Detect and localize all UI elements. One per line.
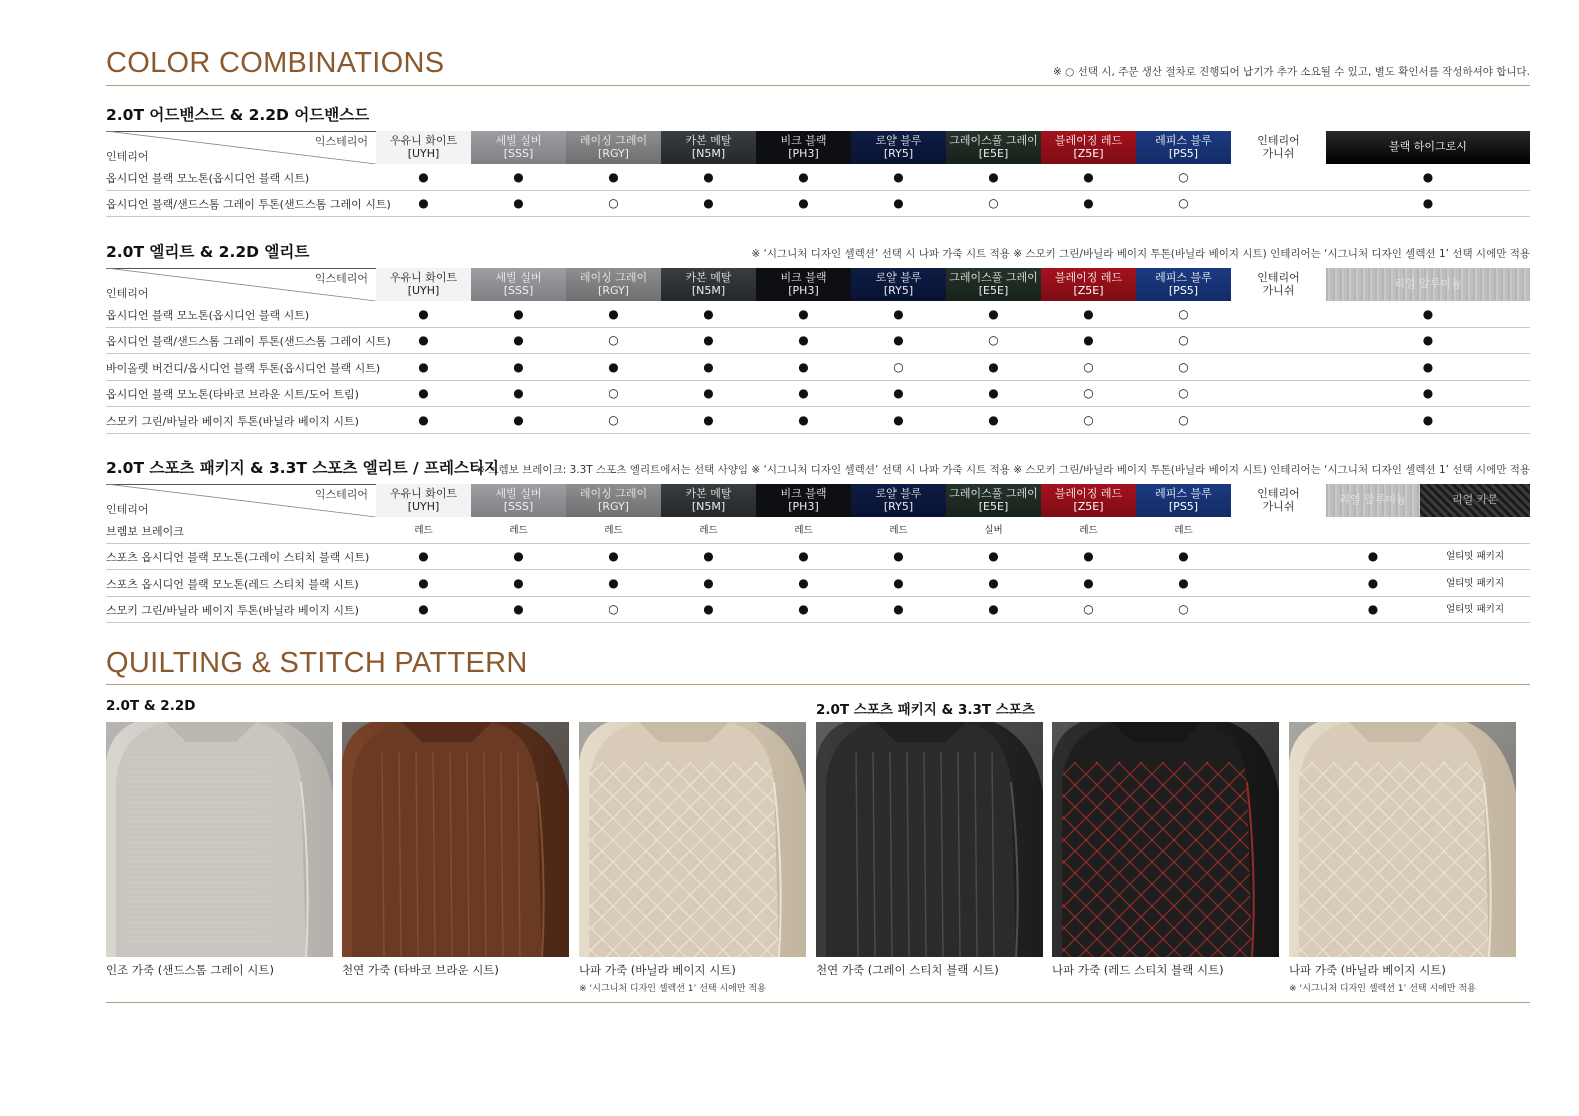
availability-mark: ●	[418, 170, 429, 184]
garnish-swatch-carbon-label: 리얼 카본	[1451, 493, 1498, 506]
availability-mark: ○	[608, 196, 619, 211]
availability-mark: ●	[798, 602, 809, 617]
color-name: 세빌 실버	[495, 487, 542, 500]
color-column-header	[756, 484, 851, 517]
availability-mark: ●	[1083, 549, 1094, 564]
quilting-title: QUILTING & STITCH PATTERN	[106, 647, 528, 679]
color-name: 레피스 블루	[1155, 271, 1212, 284]
table-row	[106, 354, 1530, 381]
brake-color: 레드	[509, 525, 528, 536]
row-label: 옵시디언 블랙 모노톤(타바코 브라운 시트/도어 트림)	[106, 388, 359, 402]
availability-mark: ●	[513, 196, 524, 211]
color-name: 블레이징 레드	[1054, 487, 1123, 500]
row-label: 스포츠 옵시디언 블랙 모노톤(레드 스티치 블랙 시트)	[106, 577, 359, 591]
exterior-label: 익스테리어	[314, 272, 368, 285]
availability-mark: ●	[418, 359, 429, 374]
table-corner	[106, 484, 376, 517]
seat-caption-note: ※ ‘시그니처 디자인 셀렉션 1’ 선택 시에만 적용	[1289, 984, 1476, 994]
color-name: 레피스 블루	[1155, 487, 1212, 500]
interior-label: 인테리어	[106, 287, 149, 300]
brake-color: 레드	[1079, 525, 1098, 536]
seat-photo	[342, 722, 569, 957]
garnish-mark: ●	[1422, 359, 1434, 374]
availability-mark: ●	[703, 386, 714, 401]
availability-mark: ●	[608, 575, 619, 590]
color-code: [Z5E]	[1073, 500, 1104, 513]
availability-mark: ●	[988, 602, 999, 617]
availability-mark: ●	[988, 575, 999, 590]
color-name: 카본 메탈	[685, 271, 732, 284]
availability-mark: ●	[703, 359, 714, 374]
row-label: 스모키 그린/바닐라 베이지 투톤(바닐라 베이지 시트)	[106, 604, 359, 618]
availability-mark: ●	[703, 333, 714, 348]
availability-mark: ●	[1083, 333, 1094, 348]
color-column-header	[661, 131, 756, 164]
seat-caption: 나파 가죽 (레드 스티치 블랙 시트)	[1052, 963, 1224, 977]
availability-mark: ○	[1178, 307, 1189, 321]
color-code: [Z5E]	[1073, 284, 1104, 297]
table-row	[106, 301, 1530, 328]
color-name: 그레이스풀 그레이	[949, 487, 1038, 500]
color-column-header	[471, 131, 566, 164]
availability-mark: ●	[988, 307, 999, 321]
color-column-header	[851, 131, 946, 164]
row-label: 브렘보 브레이크	[106, 525, 184, 538]
availability-mark: ○	[608, 412, 619, 427]
availability-mark: ●	[418, 333, 429, 348]
availability-mark: ●	[703, 575, 714, 590]
availability-mark: ●	[893, 549, 904, 564]
availability-mark: ○	[1178, 333, 1189, 348]
color-name: 로얄 블루	[875, 271, 922, 284]
availability-mark: ●	[513, 386, 524, 401]
color-column-header	[946, 131, 1041, 164]
garnish-label: 가니쉬	[1262, 284, 1295, 297]
availability-mark: ○	[1083, 412, 1094, 427]
availability-mark: ●	[418, 575, 429, 590]
brake-color: 레드	[1174, 525, 1193, 536]
color-code: [UYH]	[407, 284, 440, 297]
color-code: [PH3]	[788, 500, 819, 513]
section1-table	[106, 131, 1530, 217]
brake-color: 레드	[414, 525, 433, 536]
section2-table	[106, 268, 1530, 433]
brake-color: 레드	[889, 525, 908, 536]
color-code: [E5E]	[978, 147, 1009, 160]
availability-mark: ○	[1083, 359, 1094, 374]
color-name: 그레이스풀 그레이	[949, 134, 1038, 147]
availability-mark: ●	[988, 359, 999, 374]
availability-mark: ●	[513, 170, 524, 184]
garnish-label: 가니쉬	[1262, 500, 1295, 513]
color-code: [PS5]	[1168, 284, 1199, 297]
brake-color: 레드	[794, 525, 813, 536]
color-code: [PS5]	[1168, 500, 1199, 513]
color-code: [N5M]	[691, 147, 726, 160]
availability-mark: ●	[1083, 575, 1094, 590]
interior-label: 인테리어	[106, 150, 149, 163]
availability-mark: ●	[893, 575, 904, 590]
availability-mark: ●	[703, 549, 714, 564]
availability-mark: ●	[798, 386, 809, 401]
availability-mark: ●	[703, 307, 714, 321]
garnish-column-header	[1231, 131, 1326, 164]
availability-mark: ○	[608, 386, 619, 401]
table-row	[106, 543, 1530, 570]
row-label: 옵시디언 블랙 모노톤(옵시디언 블랙 시트)	[106, 309, 310, 322]
table-header	[106, 268, 1530, 301]
availability-mark: ●	[418, 549, 429, 564]
color-code: [SSS]	[503, 500, 534, 513]
availability-mark: ○	[1178, 386, 1189, 401]
color-name: 로얄 블루	[875, 134, 922, 147]
color-column-header	[1136, 131, 1231, 164]
seat-photo	[1052, 722, 1279, 957]
availability-mark: ●	[1083, 307, 1094, 321]
color-name: 우유니 화이트	[389, 487, 458, 500]
seat-photo	[1289, 722, 1516, 957]
color-name: 카본 메탈	[685, 487, 732, 500]
color-name: 레이싱 그레이	[579, 271, 648, 284]
row-label: 스포츠 옵시디언 블랙 모노톤(그레이 스티치 블랙 시트)	[106, 551, 370, 565]
section2-note: ※ ‘시그니처 디자인 셀렉션’ 선택 시 나파 가죽 시트 적용 ※ 스모키 그린/바닐라 베이지 투톤(바닐라 베이지 시트) 인테리어는 ‘시그니처 디자인 셀렉션 1’ 선택 시에만 적용	[751, 248, 1530, 260]
garnish-mark: ●	[1367, 575, 1379, 590]
section3-title: 2.0T 스포츠 패키지 & 3.3T 스포츠 엘리트 / 프레스티지	[106, 459, 499, 477]
availability-mark: ●	[893, 386, 904, 401]
color-column-header	[851, 268, 946, 301]
color-code: [PS5]	[1168, 147, 1199, 160]
color-column-header	[566, 484, 661, 517]
availability-mark: ●	[893, 412, 904, 427]
color-code: [E5E]	[978, 284, 1009, 297]
garnish-mark: ●	[1422, 333, 1434, 348]
color-code: [RGY]	[598, 500, 629, 513]
color-name: 비크 블랙	[780, 271, 827, 284]
brake-color: 레드	[604, 525, 623, 536]
color-code: [RY5]	[883, 284, 914, 297]
availability-mark: ●	[513, 412, 524, 427]
row-label: 옵시디언 블랙 모노톤(옵시디언 블랙 시트)	[106, 172, 310, 185]
availability-mark: ●	[893, 602, 904, 617]
availability-mark: ●	[418, 386, 429, 401]
color-name: 레이싱 그레이	[579, 487, 648, 500]
row-label: 바이올렛 버건디/옵시디언 블랙 투톤(옵시디언 블랙 시트)	[106, 361, 381, 375]
garnish-mark: ●	[1422, 170, 1434, 184]
garnish-swatch-aluminum	[1326, 268, 1530, 301]
availability-mark: ○	[1083, 602, 1094, 617]
garnish-package: 얼티밋 패키지	[1445, 551, 1505, 563]
availability-mark: ●	[418, 307, 429, 321]
color-code: [PH3]	[788, 147, 819, 160]
availability-mark: ●	[703, 412, 714, 427]
color-column-header	[661, 484, 756, 517]
color-name: 로얄 블루	[875, 487, 922, 500]
title-divider	[106, 85, 1530, 86]
seat-photo	[816, 722, 1043, 957]
brake-color: 레드	[699, 525, 718, 536]
color-column-header	[946, 484, 1041, 517]
availability-mark: ●	[513, 307, 524, 321]
color-column-header	[1136, 484, 1231, 517]
page-title: COLOR COMBINATIONS	[106, 47, 445, 79]
availability-mark: ●	[703, 602, 714, 617]
garnish-package: 얼티밋 패키지	[1445, 577, 1505, 589]
table-row	[106, 380, 1530, 407]
exterior-label: 익스테리어	[314, 488, 368, 501]
table-row	[106, 327, 1530, 354]
seat-caption: 인조 가죽 (샌드스톰 그레이 시트)	[106, 963, 275, 977]
color-column-header	[1041, 131, 1136, 164]
color-name: 세빌 실버	[495, 134, 542, 147]
garnish-mark: ●	[1422, 386, 1434, 401]
garnish-label: 가니쉬	[1262, 147, 1295, 160]
color-column-header	[376, 268, 471, 301]
color-column-header	[756, 268, 851, 301]
color-name: 블레이징 레드	[1054, 271, 1123, 284]
color-code: [Z5E]	[1073, 147, 1104, 160]
availability-mark: ●	[893, 196, 904, 211]
color-code: [UYH]	[407, 147, 440, 160]
seat-photo	[106, 722, 333, 957]
order-note: ※ ○ 선택 시, 주문 생산 절차로 진행되어 납기가 추가 소요될 수 있고, 별도 확인서를 작성하셔야 합니다.	[1053, 66, 1530, 78]
color-code: [SSS]	[503, 284, 534, 297]
availability-mark: ○	[1178, 359, 1189, 374]
brake-color: 실버	[984, 525, 1003, 536]
table-row	[106, 164, 1530, 191]
color-column-header	[1136, 268, 1231, 301]
availability-mark: ●	[798, 170, 809, 184]
section2-title: 2.0T 엘리트 & 2.2D 엘리트	[106, 243, 310, 261]
row-label: 옵시디언 블랙/샌드스톰 그레이 투톤(샌드스톰 그레이 시트)	[106, 198, 391, 212]
color-column-header	[1041, 268, 1136, 301]
garnish-label: 인테리어	[1257, 487, 1300, 500]
color-column-header	[661, 268, 756, 301]
garnish-mark: ●	[1422, 412, 1434, 427]
availability-mark: ●	[1083, 170, 1094, 184]
color-name: 세빌 실버	[495, 271, 542, 284]
availability-mark: ●	[988, 170, 999, 184]
color-code: [PH3]	[788, 284, 819, 297]
availability-mark: ●	[798, 359, 809, 374]
table-corner	[106, 131, 376, 164]
garnish-column-header	[1231, 484, 1326, 517]
table-corner	[106, 268, 376, 301]
garnish-swatch-aluminum-label: 리얼 알루미늄	[1394, 277, 1462, 290]
availability-mark: ●	[418, 602, 429, 617]
availability-mark: ●	[893, 307, 904, 321]
garnish-package: 얼티밋 패키지	[1445, 604, 1505, 616]
availability-mark: ●	[703, 196, 714, 211]
quilting-divider	[106, 684, 1530, 685]
availability-mark: ●	[798, 333, 809, 348]
color-code: [RGY]	[598, 284, 629, 297]
section3-note: ※ 브렘보 브레이크: 3.3T 스포츠 엘리트에서는 선택 사양임 ※ ‘시그니처 디자인 셀렉션’ 선택 시 나파 가죽 시트 적용 ※ 스모키 그린/바닐라 베이지 투톤(바닐라 베이지 시트) 인테리어는 ‘시그니처 디자인 셀렉션 1’ 선택 시에만 적용	[476, 464, 1530, 476]
table-row	[106, 570, 1530, 597]
section3-table	[106, 484, 1530, 622]
table-header	[106, 131, 1530, 164]
availability-mark: ●	[988, 412, 999, 427]
availability-mark: ●	[798, 196, 809, 211]
availability-mark: ○	[608, 333, 619, 348]
garnish-mark: ●	[1422, 196, 1434, 211]
availability-mark: ○	[988, 333, 999, 348]
availability-mark: ●	[893, 170, 904, 184]
availability-mark: ●	[798, 412, 809, 427]
bottom-divider	[106, 1002, 1530, 1003]
color-name: 우유니 화이트	[389, 134, 458, 147]
availability-mark: ●	[513, 359, 524, 374]
row-label: 스모키 그린/바닐라 베이지 투톤(바닐라 베이지 시트)	[106, 414, 359, 428]
availability-mark: ●	[513, 602, 524, 617]
availability-mark: ●	[703, 170, 714, 184]
availability-mark: ●	[418, 196, 429, 211]
garnish-swatch-carbon	[1420, 484, 1530, 517]
availability-mark: ●	[1178, 549, 1189, 564]
availability-mark: ○	[1083, 386, 1094, 401]
availability-mark: ●	[608, 170, 619, 184]
brake-row	[106, 517, 1530, 544]
quilting-group1: 2.0T & 2.2D	[106, 698, 196, 714]
color-column-header	[566, 131, 661, 164]
color-code: [RY5]	[883, 500, 914, 513]
availability-mark: ●	[513, 575, 524, 590]
availability-mark: ●	[418, 412, 429, 427]
color-code: [N5M]	[691, 500, 726, 513]
seat-caption: 천연 가죽 (그레이 스티치 블랙 시트)	[816, 963, 999, 977]
seat-caption: 천연 가죽 (타바코 브라운 시트)	[342, 963, 499, 977]
availability-mark: ●	[988, 549, 999, 564]
color-code: [RGY]	[598, 147, 629, 160]
availability-mark: ○	[608, 602, 619, 617]
color-column-header	[946, 268, 1041, 301]
garnish-mark: ●	[1367, 602, 1379, 617]
garnish-swatch-aluminum	[1326, 484, 1420, 517]
availability-mark: ●	[798, 307, 809, 321]
color-code: [E5E]	[978, 500, 1009, 513]
color-code: [N5M]	[691, 284, 726, 297]
table-header	[106, 484, 1530, 517]
availability-mark: ●	[608, 359, 619, 374]
color-code: [SSS]	[503, 147, 534, 160]
availability-mark: ●	[798, 549, 809, 564]
color-code: [RY5]	[883, 147, 914, 160]
color-name: 레이싱 그레이	[579, 134, 648, 147]
color-name: 비크 블랙	[780, 134, 827, 147]
row-label: 옵시디언 블랙/샌드스톰 그레이 투톤(샌드스톰 그레이 시트)	[106, 335, 391, 349]
seat-photo	[579, 722, 806, 957]
seat-caption: 나파 가죽 (바닐라 베이지 시트)	[579, 963, 736, 977]
availability-mark: ●	[608, 549, 619, 564]
color-code: [UYH]	[407, 500, 440, 513]
availability-mark: ●	[988, 386, 999, 401]
color-name: 레피스 블루	[1155, 134, 1212, 147]
color-column-header	[376, 484, 471, 517]
availability-mark: ●	[1178, 575, 1189, 590]
availability-mark: ○	[1178, 170, 1189, 184]
availability-mark: ○	[1178, 602, 1189, 617]
color-column-header	[471, 268, 566, 301]
color-column-header	[756, 131, 851, 164]
availability-mark: ○	[1178, 412, 1189, 427]
color-column-header	[471, 484, 566, 517]
availability-mark: ○	[1178, 196, 1189, 211]
interior-label: 인테리어	[106, 503, 149, 516]
color-name: 블레이징 레드	[1054, 134, 1123, 147]
garnish-swatch-high-gloss	[1326, 131, 1530, 164]
color-name: 우유니 화이트	[389, 271, 458, 284]
availability-mark: ●	[798, 575, 809, 590]
availability-mark: ●	[513, 333, 524, 348]
garnish-label: 인테리어	[1257, 271, 1300, 284]
availability-mark: ○	[988, 196, 999, 211]
color-name: 카본 메탈	[685, 134, 732, 147]
table-row	[106, 596, 1530, 623]
color-column-header	[566, 268, 661, 301]
availability-mark: ●	[1083, 196, 1094, 211]
garnish-mark: ●	[1422, 307, 1434, 321]
table-row	[106, 407, 1530, 434]
garnish-swatch-aluminum-label: 리얼 알루미늄	[1339, 493, 1407, 506]
quilting-group2: 2.0T 스포츠 패키지 & 3.3T 스포츠	[816, 702, 1035, 718]
garnish-mark: ●	[1367, 549, 1379, 564]
color-column-header	[851, 484, 946, 517]
garnish-column-header	[1231, 268, 1326, 301]
color-name: 비크 블랙	[780, 487, 827, 500]
color-name: 그레이스풀 그레이	[949, 271, 1038, 284]
garnish-label: 인테리어	[1257, 134, 1300, 147]
garnish-swatch-high-gloss-label: 블랙 하이그로시	[1389, 140, 1467, 153]
availability-mark: ●	[608, 307, 619, 321]
color-column-header	[1041, 484, 1136, 517]
seat-caption-note: ※ ‘시그니처 디자인 셀렉션 1’ 선택 시에만 적용	[579, 984, 766, 994]
availability-mark: ●	[513, 549, 524, 564]
color-column-header	[376, 131, 471, 164]
table-row	[106, 190, 1530, 217]
availability-mark: ○	[893, 359, 904, 374]
section1-title: 2.0T 어드밴스드 & 2.2D 어드밴스드	[106, 106, 370, 124]
exterior-label: 익스테리어	[314, 135, 368, 148]
availability-mark: ●	[893, 333, 904, 348]
seat-caption: 나파 가죽 (바닐라 베이지 시트)	[1289, 963, 1446, 977]
